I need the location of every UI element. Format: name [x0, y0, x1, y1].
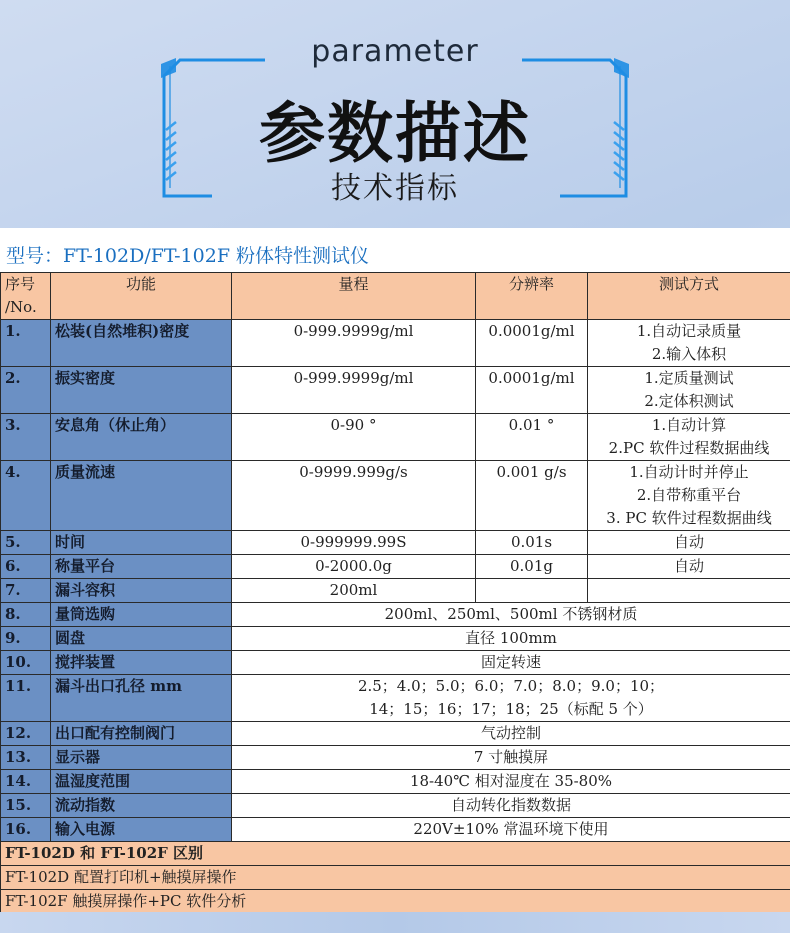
col-header-function: 功能 — [51, 273, 232, 320]
table-row — [1, 603, 790, 627]
method-line: 2.输入体积 — [651, 345, 727, 363]
footer-line-102f: FT-102F 触摸屏操作+PC 软件分析 — [1, 890, 790, 914]
col-header-method: 测试方式 — [588, 273, 790, 320]
row-number: 15. — [1, 794, 51, 818]
row-number: 12. — [1, 722, 51, 746]
row-function: 输入电源 — [51, 818, 232, 842]
row-range-spec — [232, 675, 790, 722]
table-row — [1, 579, 790, 603]
row-number: 16. — [1, 818, 51, 842]
row-resolution: 0.01 ° — [476, 414, 588, 461]
row-number: 1. — [1, 320, 51, 367]
row-number: 4. — [1, 461, 51, 531]
row-function: 称量平台 — [51, 555, 232, 579]
table-row — [1, 531, 790, 555]
header-chinese-title: 参数描述 — [259, 95, 531, 172]
row-function: 显示器 — [51, 746, 232, 770]
row-range-spec: 200ml、250ml、500ml 不锈钢材质 — [232, 603, 790, 627]
table-row — [1, 627, 790, 651]
row-resolution: 0.0001g/ml — [476, 320, 588, 367]
row-number: 9. — [1, 627, 51, 651]
row-method — [588, 461, 790, 531]
method-line: 1.自动计时并停止 — [629, 463, 749, 481]
range-spec-line: 2.5；4.0；5.0；6.0；7.0；8.0；9.0；10； — [357, 677, 665, 695]
row-number: 2. — [1, 367, 51, 414]
header-subtitle: 技术指标 — [331, 171, 459, 206]
table-row — [1, 367, 790, 414]
table-row — [1, 770, 790, 794]
row-resolution: 0.01s — [476, 531, 588, 555]
bottom-background-strip — [0, 912, 790, 933]
row-method — [588, 531, 790, 555]
col-header-resolution: 分辨率 — [476, 273, 588, 320]
method-line: 3. PC 软件过程数据曲线 — [606, 509, 772, 527]
row-range: 0-90 ° — [232, 414, 476, 461]
table-row — [1, 746, 790, 770]
col-header-no — [1, 273, 51, 320]
method-line: 自动 — [673, 533, 704, 551]
table-row — [1, 414, 790, 461]
row-function: 时间 — [51, 531, 232, 555]
row-function: 流动指数 — [51, 794, 232, 818]
row-number: 10. — [1, 651, 51, 675]
row-method — [588, 367, 790, 414]
row-range-spec: 自动转化指数数据 — [232, 794, 790, 818]
row-range: 0-9999.999g/s — [232, 461, 476, 531]
spec-table — [0, 272, 790, 914]
row-resolution — [476, 579, 588, 603]
row-range-spec: 220V±10% 常温环境下使用 — [232, 818, 790, 842]
footer-line-102d: FT-102D 配置打印机+触摸屏操作 — [1, 866, 790, 890]
row-method — [588, 579, 790, 603]
row-resolution: 0.01g — [476, 555, 588, 579]
method-line: 2.PC 软件过程数据曲线 — [608, 439, 770, 457]
table-row — [1, 461, 790, 531]
col-header-range: 量程 — [232, 273, 476, 320]
method-line: 1.自动记录质量 — [636, 322, 742, 340]
row-function: 漏斗容积 — [51, 579, 232, 603]
row-range: 0-2000.0g — [232, 555, 476, 579]
row-function: 出口配有控制阀门 — [51, 722, 232, 746]
row-range: 200ml — [232, 579, 476, 603]
page-header — [0, 0, 790, 228]
row-method — [588, 414, 790, 461]
header-english-title: parameter — [311, 34, 479, 69]
row-method — [588, 320, 790, 367]
method-line — [592, 579, 786, 602]
row-number: 13. — [1, 746, 51, 770]
table-row — [1, 675, 790, 722]
table-row — [1, 722, 790, 746]
row-function: 振实密度 — [51, 367, 232, 414]
row-function: 漏斗出口孔径 mm — [51, 675, 232, 722]
row-range: 0-999999.99S — [232, 531, 476, 555]
row-function: 搅拌装置 — [51, 651, 232, 675]
row-function: 量筒选购 — [51, 603, 232, 627]
table-row — [1, 320, 790, 367]
row-number: 5. — [1, 531, 51, 555]
footer-row — [1, 842, 790, 866]
range-spec-line: 14；15；16；17；18；25（标配 5 个） — [369, 700, 653, 718]
method-line: 2.定体积测试 — [644, 392, 734, 410]
row-function: 温湿度范围 — [51, 770, 232, 794]
table-row — [1, 651, 790, 675]
row-number: 8. — [1, 603, 51, 627]
table-row — [1, 555, 790, 579]
row-resolution: 0.0001g/ml — [476, 367, 588, 414]
row-range-spec: 气动控制 — [232, 722, 790, 746]
method-line: 1.定质量测试 — [644, 369, 734, 387]
row-range: 0-999.9999g/ml — [232, 320, 476, 367]
col-header-no-line2: /No. — [5, 298, 37, 316]
row-range-spec: 18-40℃ 相对湿度在 35-80% — [232, 770, 790, 794]
row-function: 圆盘 — [51, 627, 232, 651]
method-line: 2.自带称重平台 — [636, 486, 742, 504]
row-range-spec: 直径 100mm — [232, 627, 790, 651]
row-resolution: 0.001 g/s — [476, 461, 588, 531]
table-row — [1, 818, 790, 842]
model-title: 型号：FT-102D/FT-102F 粉体特性测试仪 — [6, 245, 370, 267]
row-function: 安息角（休止角） — [51, 414, 232, 461]
row-range-spec: 7 寸触摸屏 — [232, 746, 790, 770]
footer-row — [1, 866, 790, 890]
footer-row — [1, 890, 790, 914]
row-number: 14. — [1, 770, 51, 794]
col-header-no-line1: 序号 — [5, 275, 36, 293]
row-number: 11. — [1, 675, 51, 722]
row-function: 质量流速 — [51, 461, 232, 531]
row-number: 6. — [1, 555, 51, 579]
table-header-row — [1, 273, 790, 320]
row-method — [588, 555, 790, 579]
footer-heading: FT-102D 和 FT-102F 区别 — [1, 842, 790, 866]
row-function: 松装(自然堆积)密度 — [51, 320, 232, 367]
method-line: 1.自动计算 — [651, 416, 727, 434]
row-number: 3. — [1, 414, 51, 461]
table-row — [1, 794, 790, 818]
method-line: 自动 — [673, 557, 704, 575]
row-range-spec: 固定转速 — [232, 651, 790, 675]
row-range: 0-999.9999g/ml — [232, 367, 476, 414]
row-number: 7. — [1, 579, 51, 603]
